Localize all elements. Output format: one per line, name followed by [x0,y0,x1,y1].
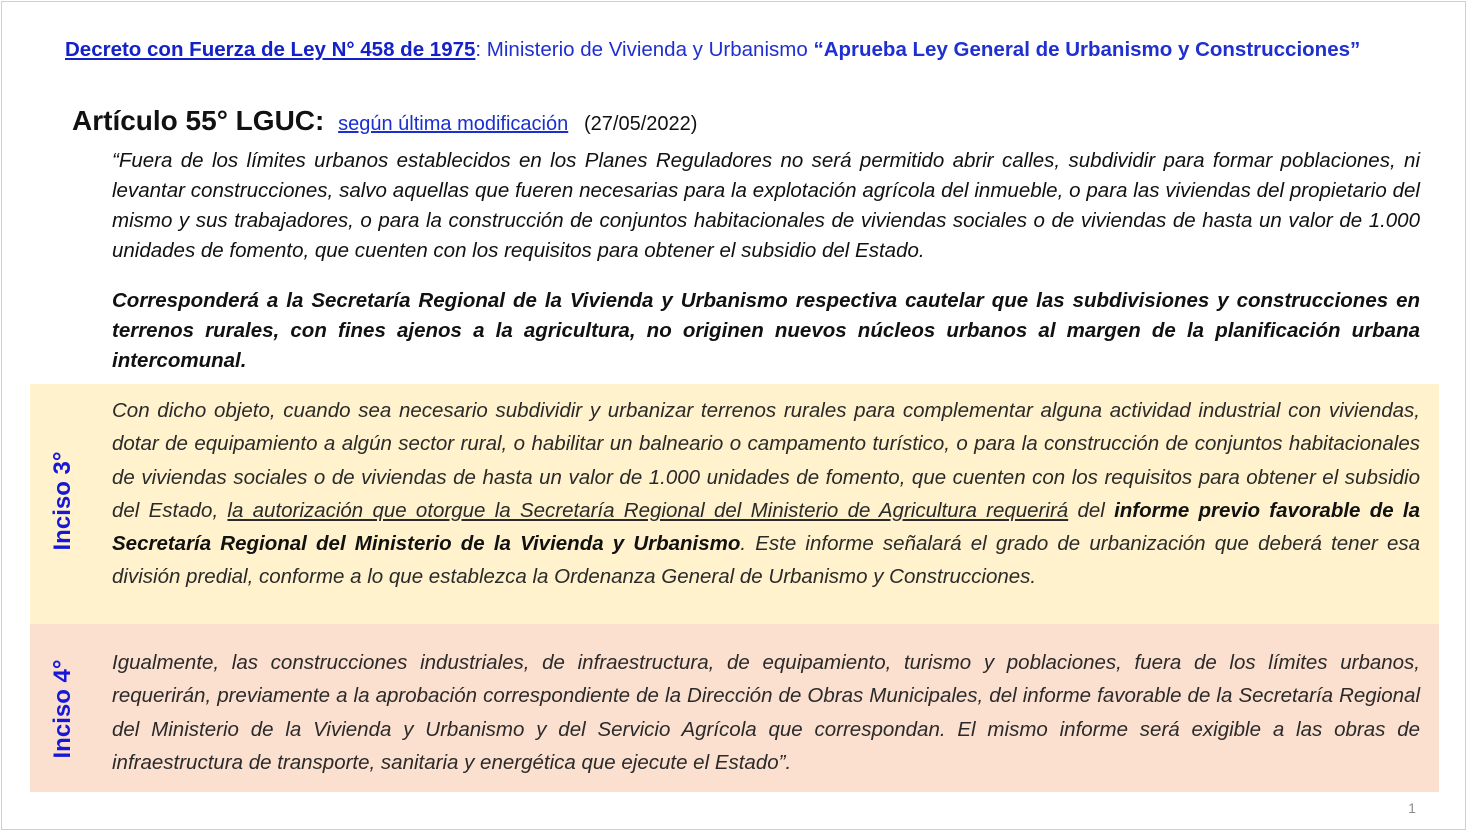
paragraph-2: Corresponderá a la Secretaría Regional de la Vivienda y Urbanismo respectiva cautelar que las subdivisiones y construcciones en terrenos rurales, con fines ajenos a la agricultura, no originen nuevos núcleos urbanos al margen de la planificación urbana intercomunal. [112,289,1420,372]
inciso-3-bold-text: informe previo favorable de la Secretaría Regional del Ministerio de la Vivienda y Urbanismo [112,498,1421,556]
inciso-3-text-a: Con dicho objeto, cuando sea necesario subdividir y urbanizar terrenos rurales para complementar alguna actividad industrial con viviendas, dotar de equipamiento a algún sector rural, o habilitar un balneario o campamento turístico, o para la construcción de conjuntos habitacionales de viviendas sociales o de viviendas de hasta un valor de 1.000 unidades de fomento, que cuenten con los requisitos para obtener el subsidio del Estado, [112,399,1420,522]
inciso-3-text-b: del [1068,498,1115,522]
inciso-3-underlined-text: la autorización que otorgue la Secretaría Regional del Ministerio de Agricultura requerirá [227,498,1069,522]
paragraph-1: “Fuera de los límites urbanos establecidos en los Planes Reguladores no será permitido abrir calles, subdividir para formar poblaciones, ni levantar construcciones, salvo aquellas que fueren necesarias para la explotación agrícola del inmueble, o para las viviendas del propietario del mismo y sus trabajadores, o para la construcción de conjuntos habitacionales de viviendas sociales o de viviendas de hasta un valor de 1.000 unidades de fomento, que cuenten con los requisitos para obtener el subsidio del Estado. [112,149,1420,262]
inciso-3-label: Inciso 3° [49,451,76,551]
inciso-4-section [30,624,1439,792]
article-heading [72,102,1372,143]
decree-link[interactable]: Decreto con Fuerza de Ley N° 458 de 1975 [65,38,476,61]
header-separator: : [475,38,482,61]
inciso-4-label: Inciso 4° [49,659,76,759]
ministry-name: Ministerio de Vivienda y Urbanismo [481,38,814,61]
modification-date: (27/05/2022) [584,113,698,135]
inciso-3-text [112,394,1420,594]
inciso-4-text: Igualmente, las construcciones industriales, de infraestructura, de equipamiento, turismo y poblaciones, fuera de los límites urbanos, requerirán, previamente a la aprobación correspondiente de la Dirección de Obras Municipales, del informe favorable de la Secretaría Regional del Ministerio de la Vivienda y Urbanismo y del Servicio Agrícola que correspondan. El mismo informe será exigible a las obras de infraestructura de transporte, sanitaria y energética que ejecute el Estado”. [112,651,1420,774]
article-title: Artículo 55° LGUC: [72,105,325,136]
decree-header [65,35,1421,65]
decree-title: “Aprueba Ley General de Urbanismo y Construcciones” [813,38,1361,61]
inciso-3-section [30,384,1439,624]
slide [1,1,1466,830]
last-modification-link[interactable]: según última modificación [338,113,569,135]
inciso-3-text-c: . Este informe señalará el grado de urbanización que deberá tener esa división predial, conforme a lo que establezca la Ordenanza General de Urbanismo y Construcciones. [112,532,1420,589]
page-number: 1 [1408,800,1416,816]
